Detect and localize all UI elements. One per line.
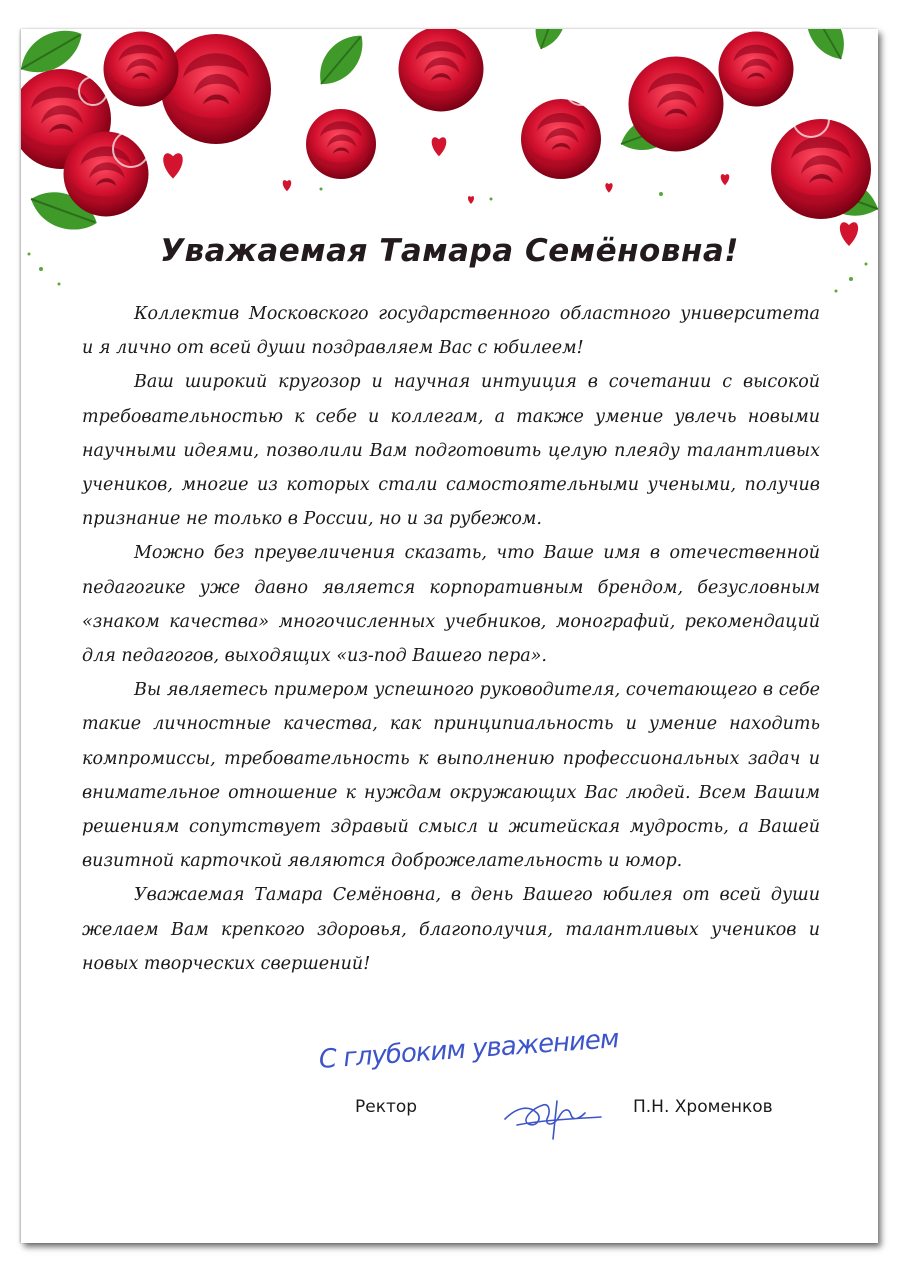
paragraph: Коллектив Московского государственного областного университета и я лично от всей души поздравляем Вас с юбилеем! [82, 304, 820, 359]
handwritten-closing: С глубоким уважением [317, 1024, 620, 1075]
paragraph: Можно без преувеличения сказать, что Ваше имя в отечественной педагогике уже давно является корпоративным брендом, безусловным «знаком качества» многочисленных учебников, монографий, рекомендаций для педагогов, выходящих «из-под Вашего пера». [82, 543, 820, 667]
signer-name: П.Н. Хроменков [633, 1097, 773, 1117]
signature [497, 1089, 607, 1141]
signer-position: Ректор [355, 1097, 418, 1117]
paragraph: Вы являетесь примером успешного руководителя, сочетающего в себе такие личностные качества, как принципиальность и умение находить компромиссы, требовательность к выполнению профессиональных задач и внимательное отношение к нуждам окружающих Вас людей. Всем Вашим решениям сопутствует здравый смысл и житейская мудрость, а Вашей визитной карточкой являются доброжелательность и юмор. [82, 680, 820, 872]
paragraph: Ваш широкий кругозор и научная интуиция в сочетании с высокой требовательностью к себе и коллегам, а также умение увлечь новыми научными идеями, позволили Вам подготовить целую плеяду талантливых учеников, многие из которых стали самостоятельными учеными, получив признание не только в России, но и за рубежом. [82, 372, 820, 530]
paragraph: Уважаемая Тамара Семёновна, в день Вашего юбилея от всей души желаем Вам крепкого здоровья, благополучия, талантливых учеников и новых творческих свершений! [82, 885, 820, 974]
letter-body [82, 297, 820, 981]
letter-title: Уважаемая Тамара Семёновна! [160, 233, 739, 269]
letter-page [21, 29, 878, 1243]
